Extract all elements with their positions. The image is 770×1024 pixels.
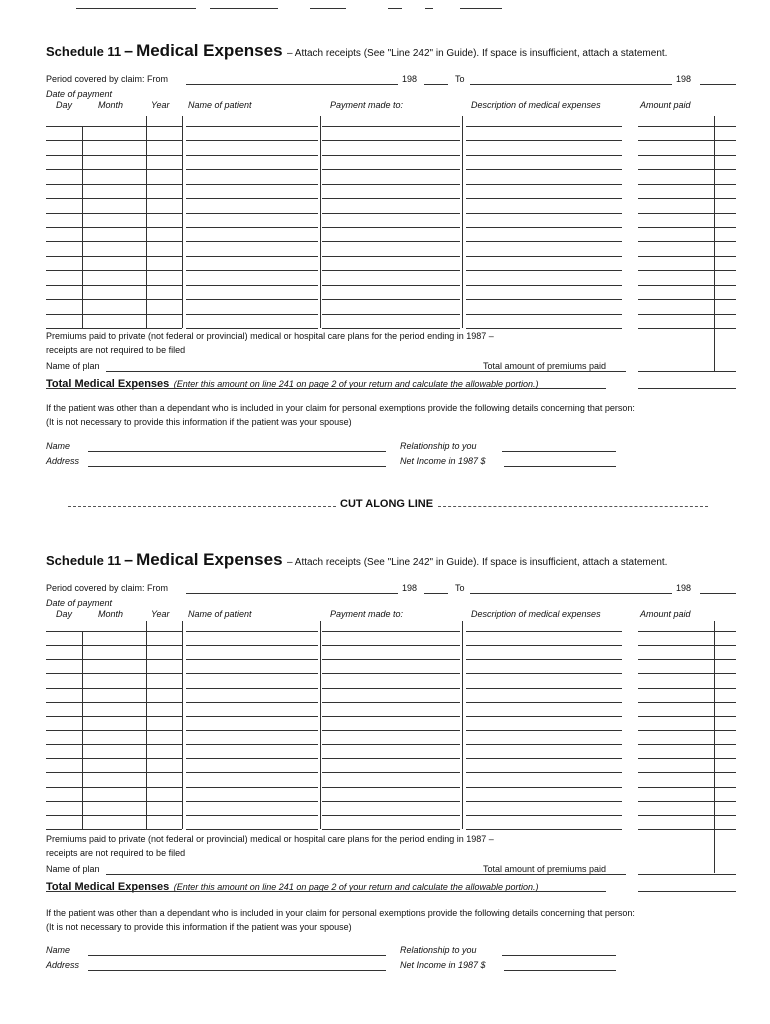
period-year1: 198 [402,74,418,84]
table-rule [46,659,182,660]
table-rule [466,227,622,228]
date-of-payment-label: Date of payment [46,598,113,608]
table-rule [186,198,318,199]
table-rule [46,213,182,214]
table-rule [322,314,460,315]
table-rule [46,645,182,646]
table-rule [466,184,622,185]
table-rule [186,688,318,689]
table-rule [46,140,182,141]
total-amount-field[interactable] [638,891,736,892]
table-rule [186,184,318,185]
table-rule [46,184,182,185]
table-rule [186,241,318,242]
table-rule [638,730,736,731]
premiums-text-2: receipts are not required to be filed [46,848,186,858]
table-rule [466,659,622,660]
table-rule [638,772,736,773]
total-underline [46,388,606,389]
table-rule [638,241,736,242]
plan-label: Name of plan [46,361,100,371]
table-rule [466,140,622,141]
table-rule [466,155,622,156]
table-rule [322,198,460,199]
period-to-field[interactable] [470,593,672,594]
table-rule [322,829,460,830]
col-amount: Amount paid [640,100,691,110]
period-year1-field[interactable] [424,84,448,85]
table-rule [46,772,182,773]
period-to: To [455,583,465,593]
table-rule [186,702,318,703]
table-rule [46,155,182,156]
table-rule [638,227,736,228]
table-rule [322,758,460,759]
table-rule [46,126,182,127]
table-rule [466,285,622,286]
premiums-text-2: receipts are not required to be filed [46,345,186,355]
amount-column-divider [714,829,715,873]
table-rule [322,241,460,242]
name-field[interactable] [88,955,386,956]
table-rule [466,744,622,745]
table-rule [322,631,460,632]
col-amount: Amount paid [640,609,691,619]
period-year2: 198 [676,583,692,593]
period-label: Period covered by claim: From [46,583,169,593]
premiums-amount-field[interactable] [638,874,736,875]
top-rule [460,8,502,9]
patient-info-text-2: (It is not necessary to provide this information if the patient was your spouse) [46,417,352,427]
table-rule [638,328,736,329]
table-rule [322,256,460,257]
table-rule [322,772,460,773]
table-rule [46,829,182,830]
table-rule [186,256,318,257]
table-rule [466,772,622,773]
table-rule [322,213,460,214]
premiums-text: Premiums paid to private (not federal or provincial) medical or hospital care plans for the period ending in 1987 – [46,331,494,341]
total-amount-field[interactable] [638,388,736,389]
table-rule [186,213,318,214]
total-label: Total Medical Expenses [46,881,170,893]
table-rule [322,328,460,329]
table-rule [466,645,622,646]
table-rule [638,169,736,170]
table-rule [638,645,736,646]
table-rule [186,645,318,646]
table-rule [186,787,318,788]
cut-label: CUT ALONG LINE [336,498,437,510]
col-patient: Name of patient [188,609,252,619]
table-rule [466,801,622,802]
table-rule [638,801,736,802]
table-rule [186,227,318,228]
relationship-label: Relationship to you [400,945,477,955]
patient-info-text-2: (It is not necessary to provide this information if the patient was your spouse) [46,922,352,932]
table-rule [46,801,182,802]
name-label: Name [46,441,71,451]
table-rule [466,631,622,632]
table-rule [46,285,182,286]
table-rule [46,227,182,228]
table-rule [638,285,736,286]
table-rule [186,270,318,271]
table-rule [638,126,736,127]
table-column-divider [462,621,463,829]
table-rule [186,126,318,127]
table-column-divider [320,621,321,829]
table-rule [186,730,318,731]
table-rule [322,730,460,731]
top-rule [210,8,278,9]
net-income-label: Net Income in 1987 $ [400,960,486,970]
table-rule [466,688,622,689]
table-rule [186,744,318,745]
name-label: Name [46,945,71,955]
premiums-amount-field[interactable] [638,371,736,372]
net-income-field[interactable] [504,970,616,971]
col-month: Month [98,100,124,110]
table-rule [46,673,182,674]
table-column-divider [714,116,715,328]
table-rule [322,702,460,703]
table-rule [46,702,182,703]
table-rule [46,631,182,632]
premiums-text: Premiums paid to private (not federal or provincial) medical or hospital care plans for the period ending in 1987 – [46,834,494,844]
relationship-label: Relationship to you [400,441,477,451]
period-to-field[interactable] [470,84,672,85]
table-rule [46,169,182,170]
table-rule [46,716,182,717]
form-title: Schedule 11 – Medical Expenses – Attach receipts (See "Line 242" in Guide). If space is insufficient, attach a statement. [46,550,668,569]
table-rule [466,198,622,199]
table-column-divider [714,621,715,829]
period-year1-field[interactable] [424,593,448,594]
table-rule [638,673,736,674]
period-year1: 198 [402,583,418,593]
col-patient: Name of patient [188,100,252,110]
address-label: Address [46,960,80,970]
table-rule [638,744,736,745]
table-rule [46,815,182,816]
period-to: To [455,74,465,84]
net-income-field[interactable] [504,466,616,467]
table-rule [322,126,460,127]
patient-info-text: If the patient was other than a dependant who is included in your claim for personal exemptions provide the following details concerning that person: [46,908,635,918]
table-rule [46,744,182,745]
table-rule [466,716,622,717]
table-rule [638,659,736,660]
table-rule [322,815,460,816]
table-rule [186,801,318,802]
plan-field[interactable] [106,874,626,875]
net-income-label: Net Income in 1987 $ [400,456,486,466]
col-payment: Payment made to: [330,609,404,619]
table-rule [186,772,318,773]
premiums-total-label: Total amount of premiums paid [483,361,607,371]
table-rule [322,184,460,185]
table-rule [466,241,622,242]
table-rule [466,328,622,329]
table-rule [322,801,460,802]
table-rule [638,256,736,257]
table-rule [46,256,182,257]
table-rule [46,328,182,329]
cut-dash-left [68,506,336,507]
table-rule [638,787,736,788]
table-rule [466,787,622,788]
table-rule [46,270,182,271]
col-description: Description of medical expenses [471,100,601,110]
total-instruction: (Enter this amount on line 241 on page 2 of your return and calculate the allowable portion.) [173,882,539,892]
col-month: Month [98,609,124,619]
table-rule [466,815,622,816]
table-rule [186,815,318,816]
table-rule [322,716,460,717]
table-rule [466,673,622,674]
table-rule [638,198,736,199]
table-rule [186,285,318,286]
col-day: Day [56,100,73,110]
table-rule [466,314,622,315]
col-payment: Payment made to: [330,100,404,110]
period-year2-field[interactable] [700,84,736,85]
table-column-divider [146,116,147,328]
relationship-field[interactable] [502,451,616,452]
table-rule [322,227,460,228]
table-rule [322,787,460,788]
table-rule [466,702,622,703]
total-instruction: (Enter this amount on line 241 on page 2 of your return and calculate the allowable portion.) [173,379,539,389]
name-field[interactable] [88,451,386,452]
table-rule [186,155,318,156]
period-label: Period covered by claim: From [46,74,169,84]
table-rule [638,213,736,214]
table-rule [638,815,736,816]
table-rule [46,787,182,788]
table-column-divider [146,621,147,829]
col-year: Year [151,609,170,619]
table-rule [46,688,182,689]
table-rule [322,169,460,170]
form-title: Schedule 11 – Medical Expenses – Attach receipts (See "Line 242" in Guide). If space is insufficient, attach a statement. [46,41,668,60]
table-rule [322,659,460,660]
table-rule [466,256,622,257]
plan-label: Name of plan [46,864,100,874]
date-of-payment-label: Date of payment [46,89,113,99]
col-year: Year [151,100,170,110]
total-label: Total Medical Expenses [46,378,170,390]
table-rule [46,314,182,315]
top-rule [310,8,346,9]
table-rule [186,829,318,830]
top-rule [425,8,433,9]
table-rule [638,270,736,271]
table-rule [322,285,460,286]
table-rule [638,184,736,185]
table-rule [466,730,622,731]
table-column-divider [82,126,83,328]
table-rule [322,155,460,156]
table-rule [186,169,318,170]
table-column-divider [182,621,183,829]
table-rule [466,829,622,830]
period-year2: 198 [676,74,692,84]
table-rule [638,140,736,141]
table-rule [186,631,318,632]
table-rule [638,631,736,632]
top-rule [388,8,402,9]
total-row [46,374,538,392]
table-rule [186,673,318,674]
table-rule [322,270,460,271]
period-from-field[interactable] [186,84,398,85]
address-label: Address [46,456,80,466]
table-rule [638,829,736,830]
table-rule [638,299,736,300]
address-field[interactable] [88,970,386,971]
table-column-divider [462,116,463,328]
table-rule [186,716,318,717]
table-rule [638,716,736,717]
table-rule [322,299,460,300]
cut-dash-right [438,506,708,507]
table-rule [638,314,736,315]
total-underline [46,891,606,892]
amount-column-divider [714,328,715,372]
relationship-field[interactable] [502,955,616,956]
table-rule [186,140,318,141]
table-rule [186,328,318,329]
table-rule [322,688,460,689]
table-rule [186,314,318,315]
table-rule [466,758,622,759]
table-rule [46,241,182,242]
table-rule [186,299,318,300]
table-rule [466,213,622,214]
table-rule [322,744,460,745]
period-from-field[interactable] [186,593,398,594]
premiums-total-label: Total amount of premiums paid [483,864,607,874]
table-rule [466,270,622,271]
table-rule [638,758,736,759]
period-year2-field[interactable] [700,593,736,594]
table-rule [638,155,736,156]
table-rule [466,169,622,170]
table-rule [186,758,318,759]
table-rule [186,659,318,660]
address-field[interactable] [88,466,386,467]
table-rule [46,730,182,731]
table-column-divider [82,631,83,829]
table-rule [46,758,182,759]
table-rule [638,702,736,703]
table-column-divider [182,116,183,328]
plan-field[interactable] [106,371,626,372]
total-row [46,877,538,895]
patient-info-text: If the patient was other than a dependant who is included in your claim for personal exemptions provide the following details concerning that person: [46,403,635,413]
top-rule [76,8,196,9]
table-rule [322,645,460,646]
table-column-divider [320,116,321,328]
col-day: Day [56,609,73,619]
table-rule [322,673,460,674]
table-rule [46,198,182,199]
table-rule [638,688,736,689]
table-rule [322,140,460,141]
table-rule [46,299,182,300]
table-rule [466,299,622,300]
col-description: Description of medical expenses [471,609,601,619]
table-rule [466,126,622,127]
